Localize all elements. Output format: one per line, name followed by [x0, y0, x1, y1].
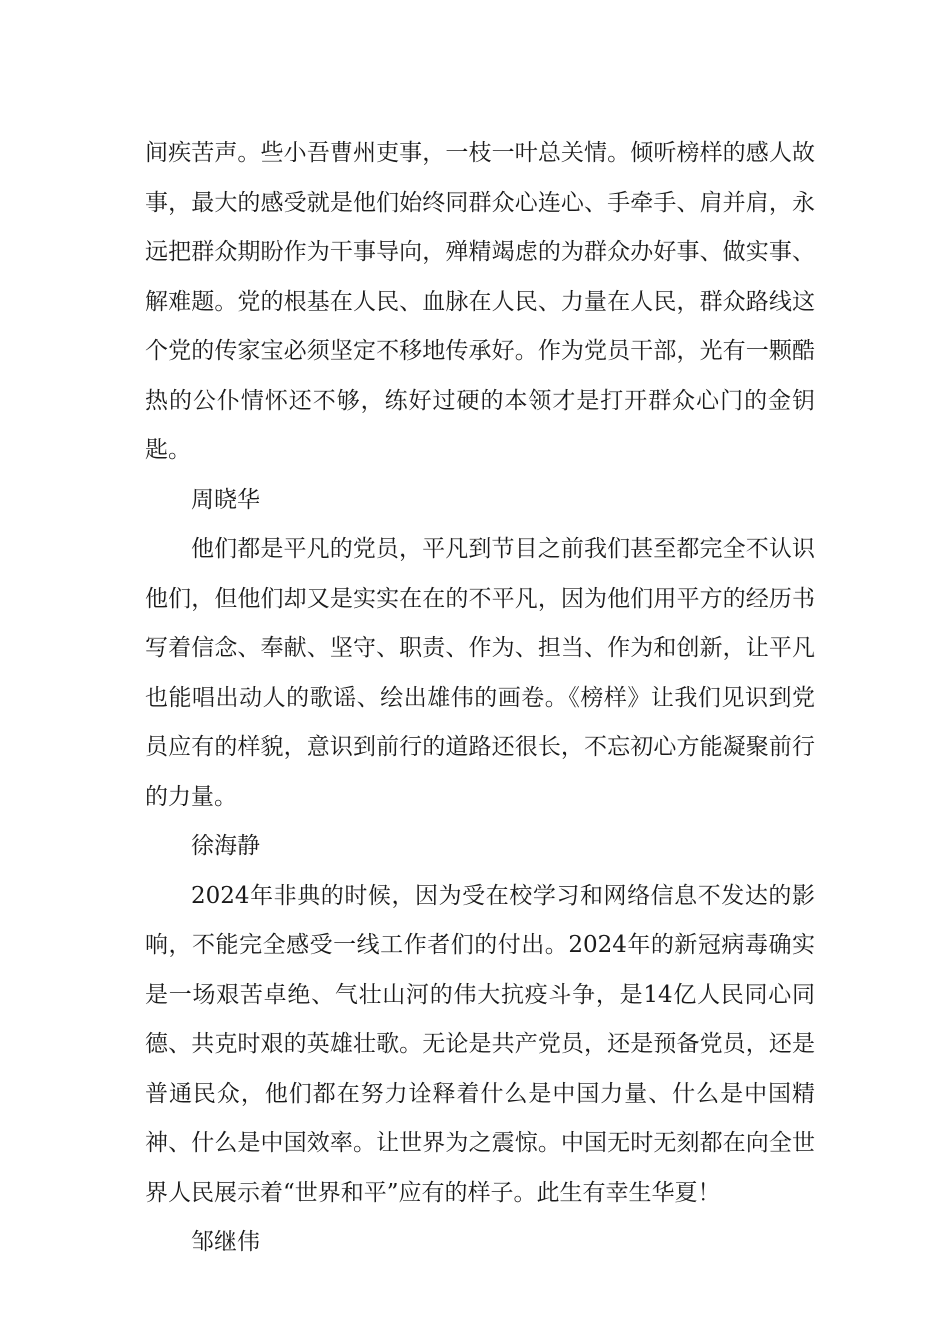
author-name: 邹继伟 [191, 1229, 260, 1255]
paragraph: 2024年非典的时候，因为受在校学习和网络信息不发达的影响，不能完全感受一线工作者们的付出。2024年的新冠病毒确实是一场艰苦卓绝、气壮山河的伟大抗疫斗争，是14亿人民同心同德、共克时艰的英雄壮歌。无论是共产党员，还是预备党员，还是普通民众，他们都在努力诠释着什么是中国力量、什么是中国精神、什么是中国效率。让世界为之震惊。中国无时无刻都在向全世界人民展示着“世界和平”应有的样子。此生有幸生华夏！ [145, 882, 815, 1206]
author-name: 周晓华 [191, 486, 260, 513]
author-name: 徐海静 [191, 833, 260, 859]
paragraph: 他们都是平凡的党员，平凡到节目之前我们甚至都完全不认识他们，但他们却又是实实在在的不平凡，因为他们用平方的经历书写着信念、奉献、坚守、职责、作为、担当、作为和创新，让平凡也能唱出动人的歌谣、绘出雄伟的画卷。《榜样》让我们见识到党员应有的样貌，意识到前行的道路还很长，不忘初心方能凝聚前行的力量。 [145, 536, 815, 810]
paragraph-continued: 间疾苦声。些小吾曹州吏事，一枝一叶总关情。倾听榜样的感人故事，最大的感受就是他们始终同群众心连心、手牵手、肩并肩，永远把群众期盼作为干事导向，殚精竭虑的为群众办好事、做实事、解难题。党的根基在人民、血脉在人民、力量在人民，群众路线这个党的传家宝必须坚定不移地传承好。作为党员干部，光有一颗酷热的公仆情怀还不够，练好过硬的本领才是打开群众心门的金钥匙。 [145, 140, 815, 463]
document-body [145, 129, 815, 1268]
